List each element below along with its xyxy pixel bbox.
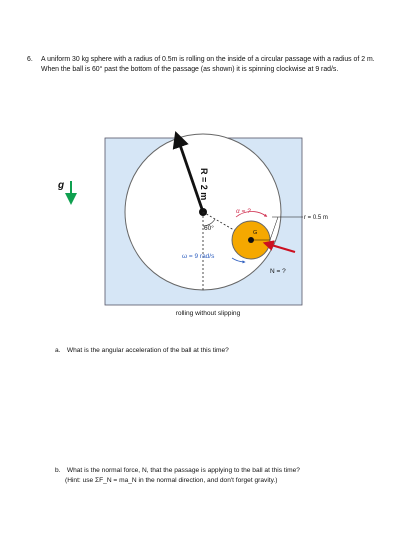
problem-text: A uniform 30 kg sphere with a radius of 0.5m is rolling on the inside of a circular passage with a radius of 2 m. When the ball is 60° past the bottom of the passage (as shown) it is spinning clockwise at 9 rad/s. — [41, 56, 375, 73]
angle-label: 60° — [204, 225, 214, 232]
omega-label: ω = 9 rad/s — [182, 253, 215, 260]
small-radius-label: r = 0.5 m — [304, 215, 328, 221]
gravity-label: g — [58, 180, 65, 191]
alpha-label: α = ? — [236, 208, 251, 215]
question-a-label: a. — [55, 347, 61, 354]
question-a — [55, 346, 229, 356]
figure-caption: rolling without slipping — [175, 310, 241, 317]
question-b — [55, 466, 395, 486]
normal-force-label: N = ? — [270, 268, 286, 275]
question-a-text: What is the angular acceleration of the ball at this time? — [66, 347, 229, 354]
question-b-text: What is the normal force, N, that the passage is applying to the ball at this time? — [66, 467, 300, 474]
big-radius-label: R = 2 m — [199, 168, 209, 201]
question-b-label: b. — [55, 467, 61, 474]
problem-number: 6. — [27, 56, 33, 63]
ball-center-label: G — [253, 230, 258, 236]
question-b-hint: (Hint: use ΣF_N = ma_N in the normal direction, and don't forget gravity.) — [65, 477, 278, 484]
